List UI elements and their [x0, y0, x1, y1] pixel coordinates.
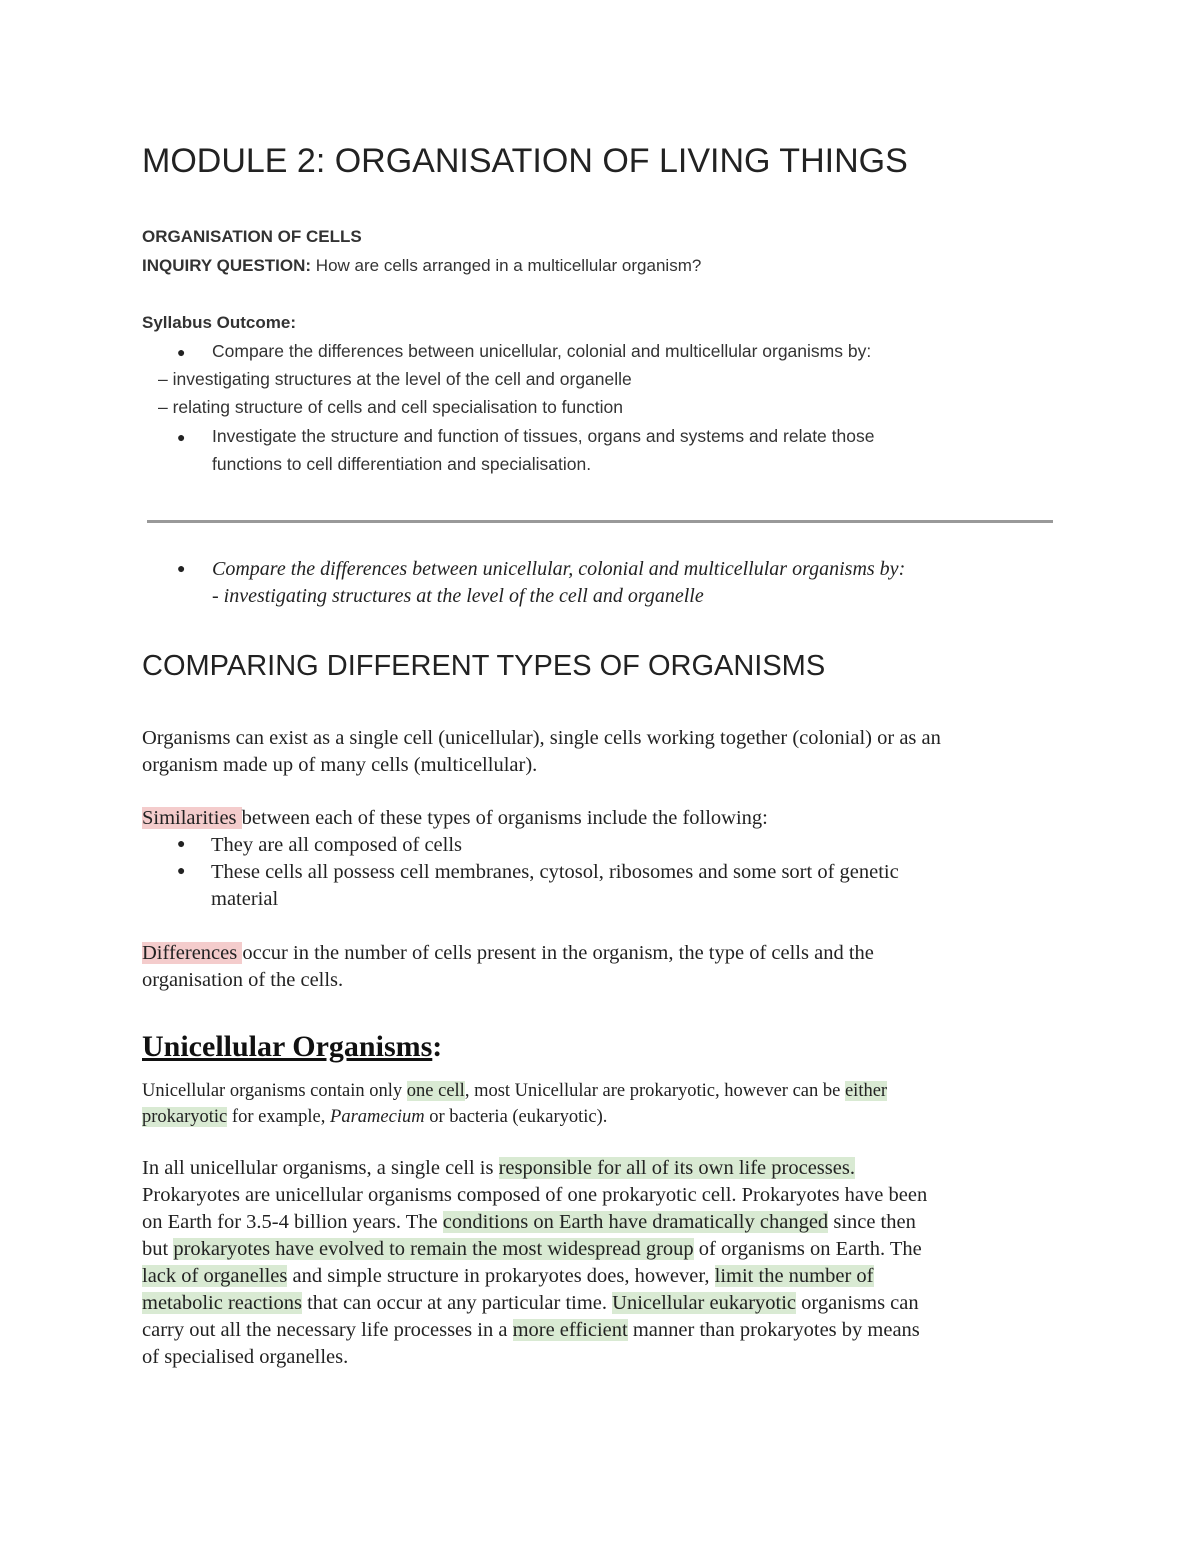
text-run: carry out all the necessary life processes in a [142, 1319, 513, 1341]
syllabus-bullet-2-line-2: functions to cell differentiation and specialisation. [212, 454, 592, 474]
highlight-run: limit the number of [714, 1265, 874, 1287]
similarities-highlight: Similarities [142, 807, 242, 829]
syllabus-label: Syllabus Outcome: [142, 313, 296, 332]
inquiry-label: INQUIRY QUESTION: [142, 256, 312, 275]
unicellular-p2-line-1 [142, 1155, 855, 1182]
highlight-run: one cell [406, 1081, 465, 1101]
inquiry-question [142, 256, 701, 276]
inquiry-text: How are cells arranged in a multicellular organism? [311, 256, 702, 275]
highlight-run: prokaryotic [142, 1107, 228, 1127]
text-run: that can occur at any particular time. [301, 1292, 613, 1314]
similarity-item-2-line-2: material [211, 888, 279, 910]
unicellular-p2-line-2: Prokaryotes are unicellular organisms composed of one prokaryotic cell. Prokaryotes have been [142, 1184, 928, 1206]
text-run: since then [828, 1211, 916, 1233]
unicellular-p1-line-1 [142, 1078, 887, 1104]
unicellular-p2-line-5 [142, 1263, 874, 1290]
unicellular-heading-text: Unicellular Organisms [142, 1030, 433, 1063]
text-run: , most Unicellular are prokaryotic, however can be [464, 1081, 845, 1101]
horizontal-divider [147, 520, 1053, 523]
unicellular-heading [142, 1030, 442, 1064]
unicellular-p2-line-8: of specialised organelles. [142, 1346, 349, 1368]
text-run: and simple structure in prokaryotes does, however, [287, 1265, 715, 1287]
highlight-run: more efficient [512, 1319, 628, 1341]
highlight-run: Unicellular eukaryotic [612, 1292, 797, 1314]
text-run: organisms can [796, 1292, 919, 1314]
differences-highlight: Differences [142, 942, 243, 964]
similarities-text: between each of these types of organisms include the following: [241, 807, 768, 829]
page-title: MODULE 2: ORGANISATION OF LIVING THINGS [142, 142, 908, 180]
syllabus-bullet-1: Compare the differences between unicellular, colonial and multicellular organisms by: [212, 341, 872, 361]
highlight-run: lack of organelles [142, 1265, 288, 1287]
highlight-run: metabolic reactions [142, 1292, 302, 1314]
bullet-icon: ● [177, 864, 186, 879]
highlight-run: either [844, 1081, 888, 1101]
text-run: Unicellular organisms contain only [142, 1081, 407, 1101]
intro-line-2: organism made up of many cells (multicellular). [142, 754, 538, 776]
text-run: of organisms on Earth. The [693, 1238, 922, 1260]
similarity-item-2-line-1: These cells all possess cell membranes, cytosol, ribosomes and some sort of genetic [211, 861, 899, 883]
unicellular-p2-line-6 [142, 1290, 919, 1317]
focus-outcome-line-2: - investigating structures at the level of the cell and organelle [212, 585, 704, 607]
unicellular-p1-line-2 [142, 1104, 607, 1130]
section-heading: ORGANISATION OF CELLS [142, 227, 362, 246]
bullet-icon: ● [177, 344, 186, 360]
unicellular-p2-line-4 [142, 1236, 922, 1263]
syllabus-dash-2: – relating structure of cells and cell specialisation to function [158, 397, 623, 417]
bullet-icon: ● [177, 837, 186, 852]
unicellular-p2-line-3 [142, 1209, 916, 1236]
differences-text: occur in the number of cells present in the organism, the type of cells and the [242, 942, 874, 964]
highlight-run: responsible for all of its own life processes. [498, 1157, 855, 1179]
comparing-heading: COMPARING DIFFERENT TYPES OF ORGANISMS [142, 650, 826, 682]
differences-line-1 [142, 940, 874, 967]
syllabus-bullet-2-line-1: Investigate the structure and function of tissues, organs and systems and relate those [212, 426, 875, 446]
text-run: In all unicellular organisms, a single cell is [142, 1157, 499, 1179]
text-run: on Earth for 3.5-4 billion years. The [142, 1211, 443, 1233]
unicellular-heading-colon: : [432, 1030, 443, 1063]
intro-line-1: Organisms can exist as a single cell (unicellular), single cells working together (colonial) or as an [142, 727, 941, 749]
similarities-intro [142, 805, 768, 832]
unicellular-p2-line-7 [142, 1317, 920, 1344]
text-run: manner than prokaryotes by means [627, 1319, 920, 1341]
differences-line-2: organisation of the cells. [142, 969, 344, 991]
focus-outcome-line-1: Compare the differences between unicellular, colonial and multicellular organisms by: [212, 558, 906, 580]
bullet-icon: ● [177, 429, 186, 445]
similarity-item-1: They are all composed of cells [211, 834, 463, 856]
highlight-run: conditions on Earth have dramatically changed [442, 1211, 829, 1233]
text-run: or bacteria (eukaryotic). [424, 1107, 608, 1127]
highlight-run: prokaryotes have evolved to remain the most widespread group [173, 1238, 694, 1260]
italic-run: Paramecium [330, 1107, 425, 1127]
syllabus-dash-1: – investigating structures at the level of the cell and organelle [158, 369, 632, 389]
bullet-icon: ● [177, 562, 186, 577]
text-run: but [142, 1238, 174, 1260]
text-run: for example, [227, 1107, 331, 1127]
